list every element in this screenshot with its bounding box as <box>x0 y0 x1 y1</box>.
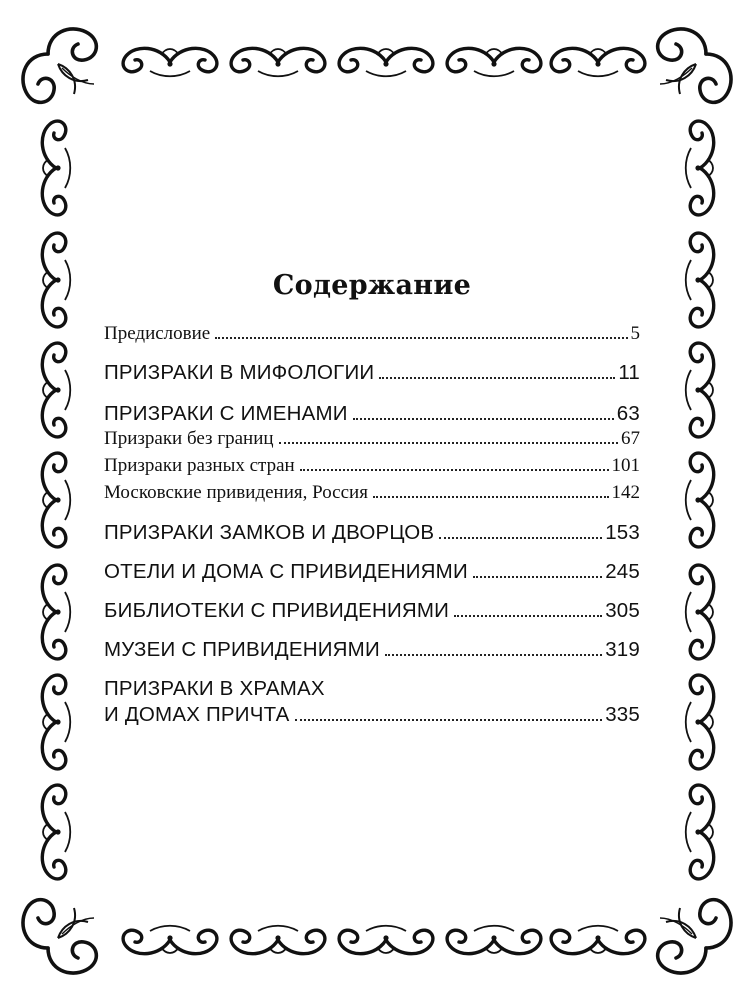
toc-entry-multiline[interactable] <box>104 677 640 727</box>
toc-entry[interactable] <box>104 560 640 584</box>
toc-entry[interactable] <box>104 482 640 504</box>
toc-entry[interactable] <box>104 521 640 545</box>
toc-entry-label: Предисловие <box>104 323 211 344</box>
toc-entry-line2 <box>104 703 640 727</box>
dot-leader <box>353 418 614 420</box>
toc-entry[interactable] <box>104 455 640 477</box>
toc-entry-label: ПРИЗРАКИ ЗАМКОВ И ДВОРЦОВ <box>104 521 435 544</box>
toc-page-number: 67 <box>621 428 640 449</box>
toc-page-number: 63 <box>616 402 640 425</box>
toc-page-number: 153 <box>605 521 640 544</box>
toc-entry-label: ПРИЗРАКИ В МИФОЛОГИИ <box>104 361 375 384</box>
table-of-contents <box>104 270 640 727</box>
dot-leader <box>439 537 602 539</box>
dot-leader <box>215 337 627 339</box>
dot-leader <box>454 615 602 617</box>
toc-page-number: 245 <box>605 560 640 583</box>
toc-entry-label-line2: И ДОМАХ ПРИЧТА <box>104 703 290 726</box>
toc-page-number: 5 <box>630 323 640 344</box>
dot-leader <box>473 576 602 578</box>
toc-entry-label: ПРИЗРАКИ С ИМЕНАМИ <box>104 402 348 425</box>
toc-entry-label: МУЗЕИ С ПРИВИДЕНИЯМИ <box>104 638 380 661</box>
dot-leader <box>385 654 602 656</box>
dot-leader <box>300 469 609 471</box>
toc-page-number: 319 <box>605 638 640 661</box>
toc-entry-label-line1: ПРИЗРАКИ В ХРАМАХ <box>104 677 325 700</box>
toc-page-number: 305 <box>605 599 640 622</box>
toc-entry-label: БИБЛИОТЕКИ С ПРИВИДЕНИЯМИ <box>104 599 450 622</box>
toc-entry[interactable] <box>104 428 640 450</box>
toc-page-number: 101 <box>611 455 640 476</box>
toc-page-number: 335 <box>605 703 640 726</box>
toc-page-number: 142 <box>611 482 640 503</box>
page-title: Содержание <box>272 270 472 301</box>
dot-leader <box>279 442 618 444</box>
toc-entry-label: ОТЕЛИ И ДОМА С ПРИВИДЕНИЯМИ <box>104 560 468 583</box>
toc-entry[interactable] <box>104 599 640 623</box>
dot-leader <box>373 496 609 498</box>
dot-leader <box>379 377 615 379</box>
toc-entry[interactable] <box>104 323 640 345</box>
toc-entry[interactable] <box>104 638 640 662</box>
toc-page-number: 11 <box>618 361 640 384</box>
toc-entry[interactable] <box>104 402 640 426</box>
toc-entry[interactable] <box>104 361 640 385</box>
toc-entry-label: Призраки без границ <box>104 428 274 449</box>
toc-entry-label: Призраки разных стран <box>104 455 295 476</box>
dot-leader <box>295 719 603 721</box>
toc-entry-label: Московские привидения, Россия <box>104 482 368 503</box>
